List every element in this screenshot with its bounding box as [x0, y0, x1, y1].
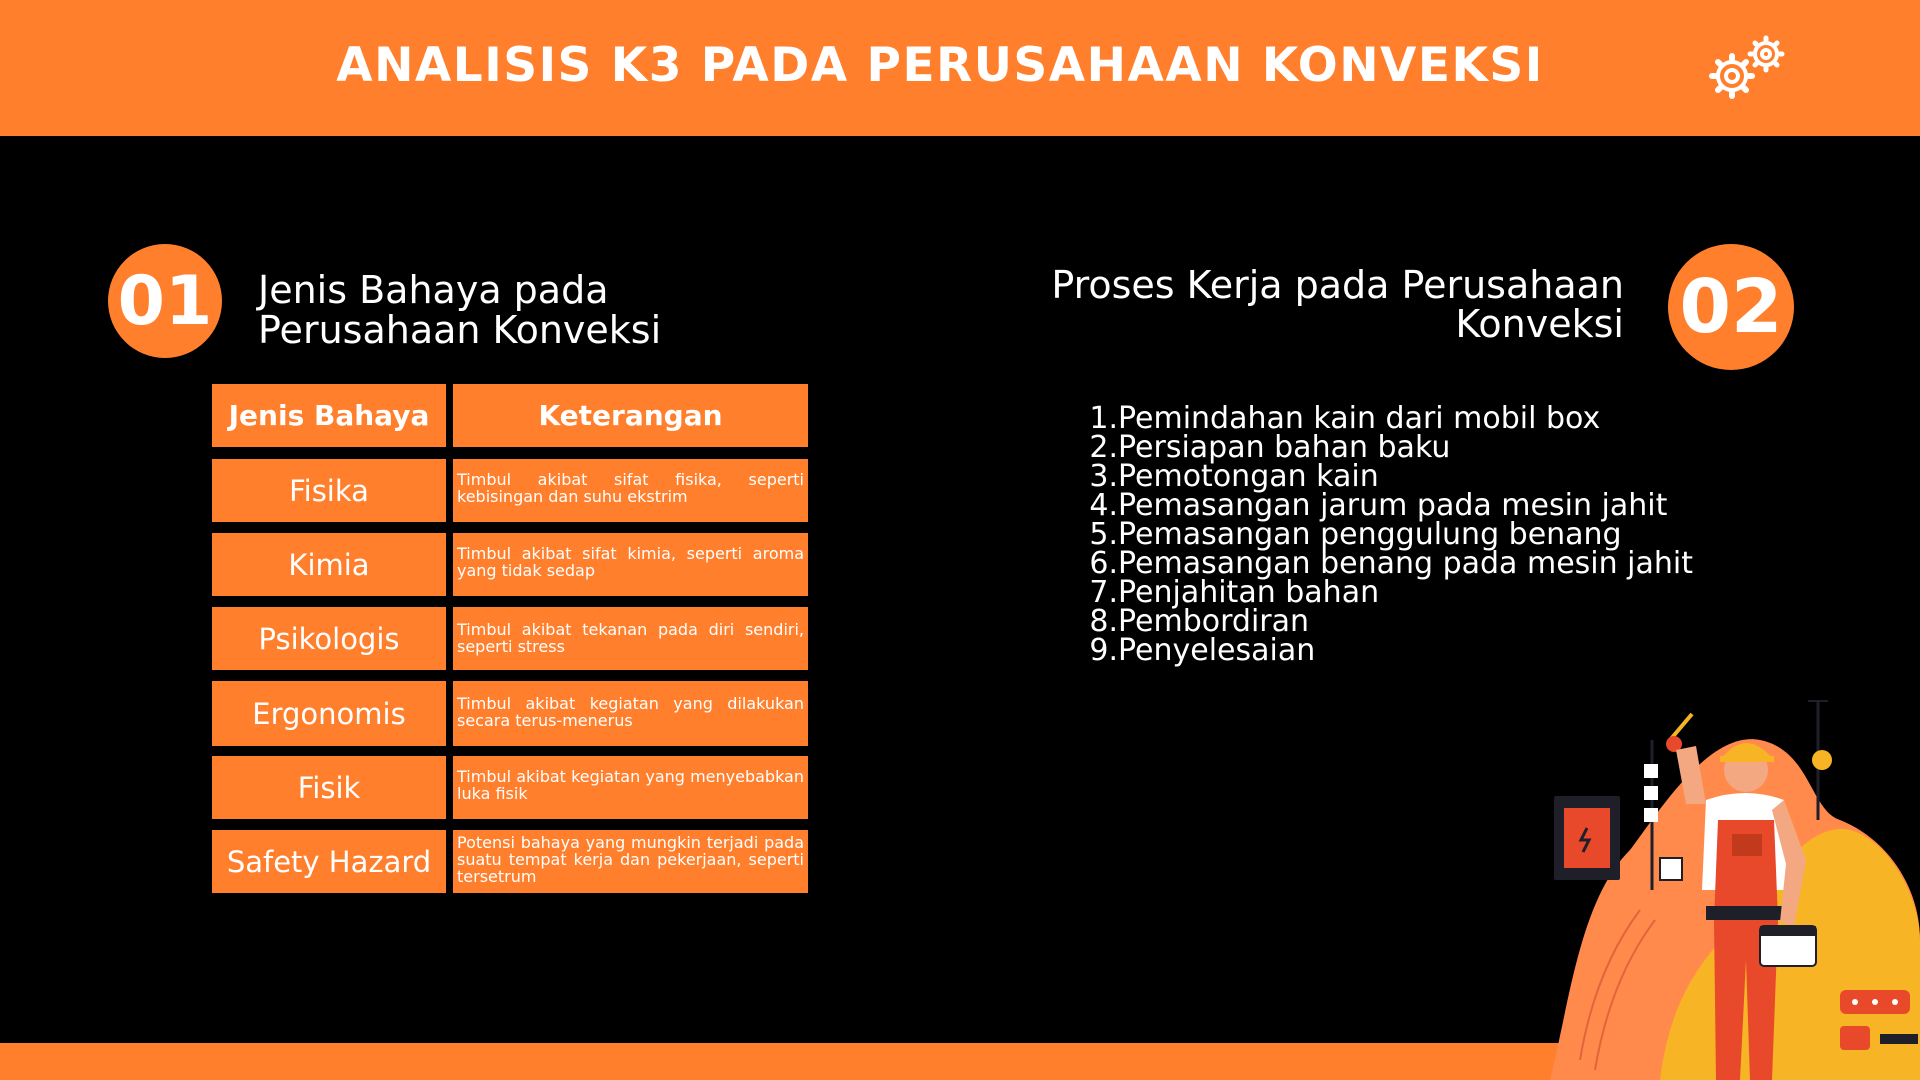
list-item: 2.Persiapan bahan baku — [1089, 430, 1451, 465]
hazard-description: Potensi bahaya yang mungkin terjadi pada suatu tempat kerja dan pekerjaan, seperti tersetrum — [453, 830, 808, 893]
table-header-row — [212, 384, 808, 447]
hazard-description: Timbul akibat kegiatan yang menyebabkan luka fisik — [453, 756, 808, 819]
table-row — [212, 756, 808, 819]
hazard-name: Psikologis — [212, 607, 446, 670]
table-row — [212, 607, 808, 670]
process-list — [1080, 401, 1693, 668]
section-title-hazards — [258, 270, 818, 350]
list-item: 3.Pemotongan kain — [1089, 459, 1379, 494]
list-item: 4.Pemasangan jarum pada mesin jahit — [1089, 488, 1668, 523]
section-number-01: 01 — [108, 244, 222, 358]
hazard-name: Fisik — [212, 756, 446, 819]
hazard-description: Timbul akibat tekanan pada diri sendiri, seperti stress — [453, 607, 808, 670]
table-row — [212, 533, 808, 596]
list-item: 1.Pemindahan kain dari mobil box — [1089, 401, 1601, 436]
hazard-description: Timbul akibat sifat fisika, seperti kebisingan dan suhu ekstrim — [453, 459, 808, 522]
process-step-text: Penyelesaian — [1118, 633, 1316, 668]
hazard-description: Timbul akibat sifat kimia, seperti aroma yang tidak sedap — [453, 533, 808, 596]
header-bar — [0, 0, 1920, 136]
table-row — [212, 681, 808, 746]
section-title-line: Konveksi — [1455, 302, 1624, 346]
list-item: 5.Pemasangan penggulung benang — [1089, 517, 1622, 552]
process-step-text: Pemasangan jarum pada mesin jahit — [1118, 488, 1668, 523]
hazard-name: Kimia — [212, 533, 446, 596]
section-title-line: Perusahaan Konveksi — [258, 308, 662, 352]
process-step-text: Pemotongan kain — [1118, 459, 1379, 494]
column-header-jenis-bahaya: Jenis Bahaya — [212, 384, 446, 447]
list-item: 9.Penyelesaian — [1089, 633, 1316, 668]
list-item: 8.Pembordiran — [1089, 604, 1310, 639]
table-row — [212, 830, 808, 893]
section-title-line: Proses Kerja pada Perusahaan — [1051, 263, 1624, 307]
worker-illustration — [1510, 700, 1920, 1080]
hazard-name: Fisika — [212, 459, 446, 522]
page-title: ANALISIS K3 PADA PERUSAHAAN KONVEKSI — [336, 38, 1544, 93]
column-header-keterangan: Keterangan — [453, 384, 808, 447]
hazard-name: Safety Hazard — [212, 830, 446, 893]
section-title-process — [960, 263, 1624, 346]
process-step-text: Pembordiran — [1118, 604, 1310, 639]
hazard-name: Ergonomis — [212, 681, 446, 746]
process-step-text: Pemasangan benang pada mesin jahit — [1118, 546, 1693, 581]
process-step-text: Pemindahan kain dari mobil box — [1118, 401, 1601, 436]
gear-icon — [1700, 28, 1796, 108]
table-row — [212, 459, 808, 522]
hazard-description: Timbul akibat kegiatan yang dilakukan secara terus-menerus — [453, 681, 808, 746]
section-number-02: 02 — [1668, 244, 1794, 370]
section-title-line: Jenis Bahaya pada — [258, 268, 609, 312]
process-step-text: Persiapan bahan baku — [1118, 430, 1451, 465]
list-item: 6.Pemasangan benang pada mesin jahit — [1089, 546, 1693, 581]
process-step-text: Penjahitan bahan — [1118, 575, 1380, 610]
list-item: 7.Penjahitan bahan — [1089, 575, 1380, 610]
process-step-text: Pemasangan penggulung benang — [1118, 517, 1622, 552]
